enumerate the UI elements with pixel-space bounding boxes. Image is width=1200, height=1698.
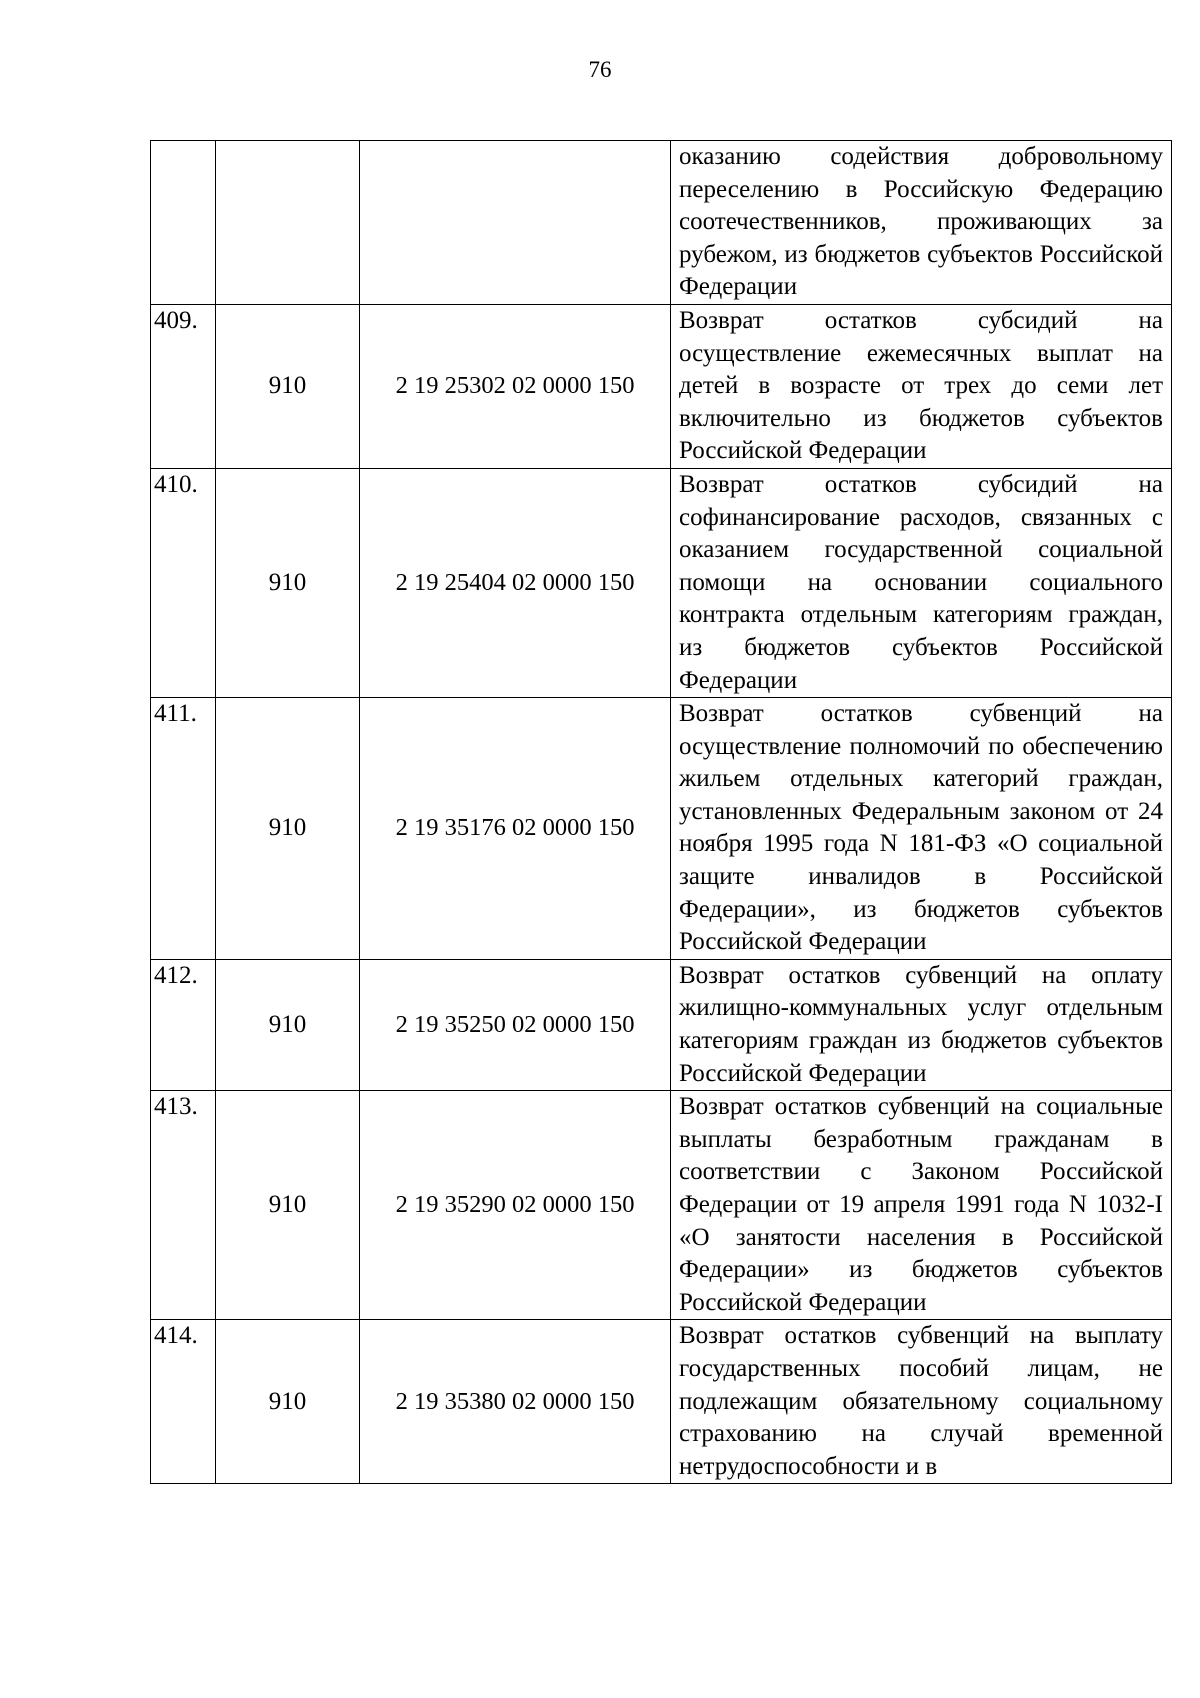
budget-classification-code: 2 19 35380 02 0000 150 (360, 1320, 671, 1484)
admin-code: 910 (216, 1091, 360, 1320)
row-number (151, 141, 216, 305)
admin-code: 910 (216, 959, 360, 1090)
table-row (151, 304, 1172, 468)
income-description: Возврат остатков субвенций на оплату жилищно-коммунальных услуг отдельным категориям граждан из бюджетов субъектов Российской Федерации (671, 959, 1172, 1090)
table-row (151, 1091, 1172, 1320)
row-number: 409. (151, 304, 216, 468)
budget-classification-code: 2 19 35250 02 0000 150 (360, 959, 671, 1090)
budget-classification-code: 2 19 35176 02 0000 150 (360, 698, 671, 960)
row-number: 414. (151, 1320, 216, 1484)
income-description: Возврат остатков субсидий на софинансирование расходов, связанных с оказанием государственной социальной помощи на основании социального контракта отдельным категориям граждан, из бюджетов субъектов Российской Федерации (671, 468, 1172, 697)
admin-code: 910 (216, 1320, 360, 1484)
row-number: 410. (151, 468, 216, 697)
income-description: Возврат остатков субвенций на социальные выплаты безработным гражданам в соответствии с Законом Российской Федерации от 19 апреля 1991 года N 1032-I «О занятости населения в Российской Федерации» из бюджетов субъектов Российской Федерации (671, 1091, 1172, 1320)
page-number: 76 (588, 57, 612, 82)
budget-classification-code: 2 19 25404 02 0000 150 (360, 468, 671, 697)
income-description: Возврат остатков субсидий на осуществление ежемесячных выплат на детей в возрасте от трех до семи лет включительно из бюджетов субъектов Российской Федерации (671, 304, 1172, 468)
budget-classification-code: 2 19 35290 02 0000 150 (360, 1091, 671, 1320)
income-description: оказанию содействия добровольному переселению в Российскую Федерацию соотечественников, проживающих за рубежом, из бюджетов субъектов Российской Федерации (671, 141, 1172, 305)
admin-code: 910 (216, 468, 360, 697)
table-row (151, 959, 1172, 1090)
table-row (151, 1320, 1172, 1484)
income-description: Возврат остатков субвенций на осуществление полномочий по обеспечению жильем отдельных категорий граждан, установленных Федеральным законом от 24 ноября 1995 года N 181-ФЗ «О социальной защите инвалидов в Российской Федерации», из бюджетов субъектов Российской Федерации (671, 698, 1172, 960)
budget-codes-table (150, 140, 1172, 1484)
admin-code (216, 141, 360, 305)
row-number: 411. (151, 698, 216, 960)
income-description: Возврат остатков субвенций на выплату государственных пособий лицам, не подлежащим обязательному социальному страхованию на случай временной нетрудоспособности и в (671, 1320, 1172, 1484)
row-number: 412. (151, 959, 216, 1090)
budget-classification-code: 2 19 25302 02 0000 150 (360, 304, 671, 468)
table-row (151, 141, 1172, 305)
table-row (151, 698, 1172, 960)
admin-code: 910 (216, 304, 360, 468)
row-number: 413. (151, 1091, 216, 1320)
admin-code: 910 (216, 698, 360, 960)
budget-classification-code (360, 141, 671, 305)
table-row (151, 468, 1172, 697)
